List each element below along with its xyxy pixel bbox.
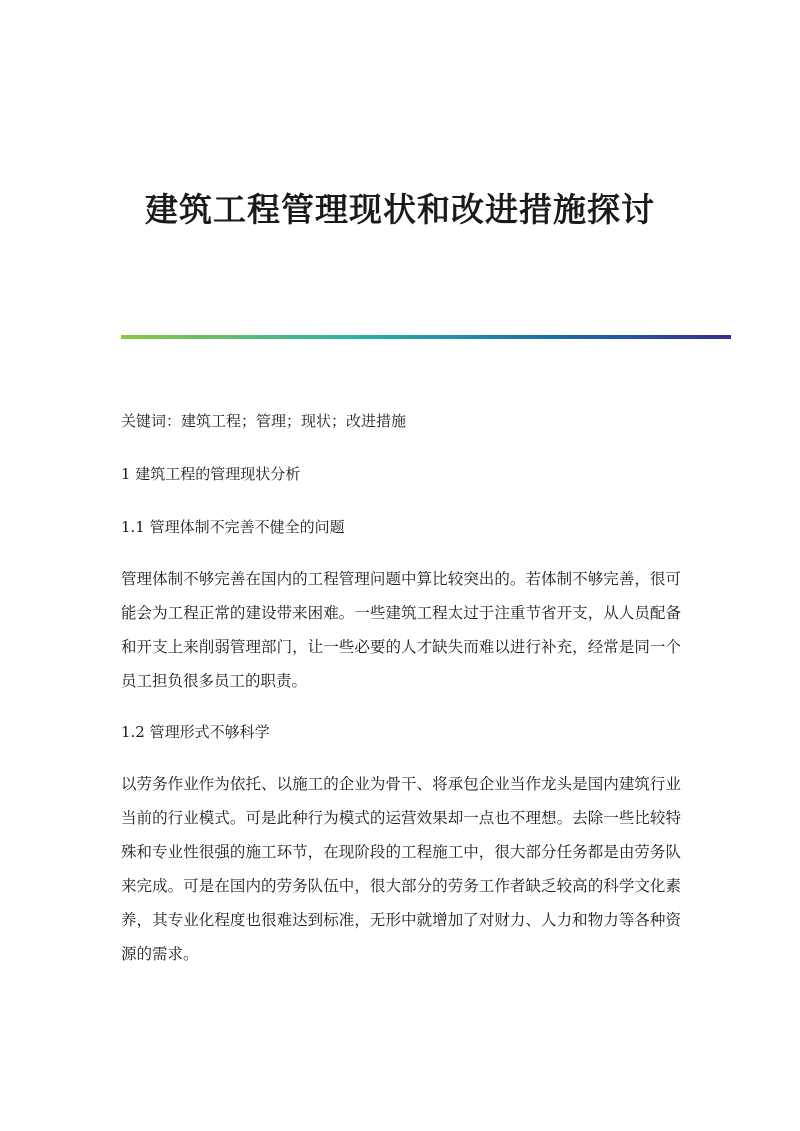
paragraph-1-2: 以劳务作业作为依托、以施工的企业为骨干、将承包企业当作龙头是国内建筑行业当前的行业模式。可是此种行为模式的运营效果却一点也不理想。去除一些比较特殊和专业性很强的施工环节，在现阶段的工程施工中，很大部分任务都是由劳务队来完成。可是在国内的劳务队伍中，很大部分的劳务工作者缺乏较高的科学文化素养，其专业化程度也很难达到标准，无形中就增加了对财力、人力和物力等各种资源的需求。: [121, 775, 681, 963]
keywords-line: 关键词：建筑工程；管理；现状；改进措施: [121, 412, 407, 430]
title-divider-rule: [121, 335, 731, 339]
section-heading-1-2: 1.2 管理形式不够科学: [121, 723, 270, 741]
paragraph-1-1: 管理体制不够完善在国内的工程管理问题中算比较突出的。若体制不够完善，很可能会为工程正常的建设带来困难。一些建筑工程太过于注重节省开支，从人员配备和开支上来削弱管理部门，让一些必要的人才缺失而难以进行补充，经常是同一个员工担负很多员工的职责。: [121, 570, 681, 690]
section-heading-1-1: 1.1 管理体制不完善不健全的问题: [121, 518, 345, 536]
document-body: [121, 404, 681, 971]
document-title: 建筑工程管理现状和改进措施探讨: [145, 190, 655, 229]
section-heading-1: 1 建筑工程的管理现状分析: [121, 465, 301, 483]
